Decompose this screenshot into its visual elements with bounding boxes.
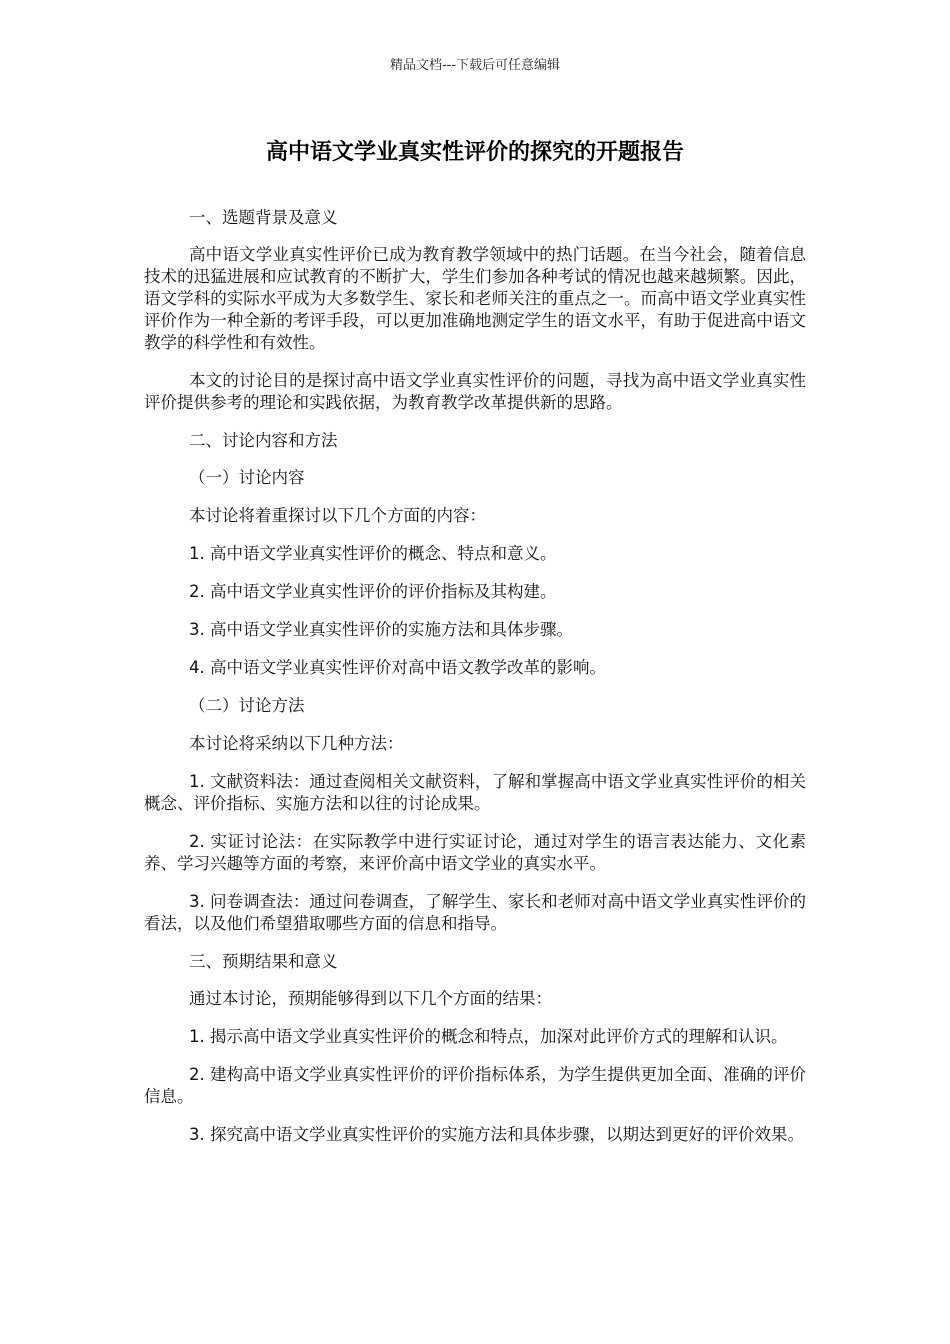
list-item: 3. 高中语文学业真实性评价的实施方法和具体步骤。 [189, 620, 573, 639]
list-item: 2. 实证讨论法：在实际教学中进行实证讨论，通过对学生的语言表达能力、文化素养、学习兴趣等方面的考察，来评价高中语文学业的真实水平。 [144, 832, 806, 873]
paragraph-methods-intro: 本讨论将采纳以下几种方法： [189, 734, 404, 753]
list-item: 2. 建构高中语文学业真实性评价的评价指标体系，为学生提供更加全面、准确的评价信息。 [144, 1065, 806, 1106]
paragraph-content-intro: 本讨论将着重探讨以下几个方面的内容： [189, 506, 486, 525]
paragraph-purpose: 本文的讨论目的是探讨高中语文学业真实性评价的问题，寻找为高中语文学业真实性评价提供参考的理论和实践依据，为教育教学改革提供新的思路。 [144, 371, 806, 412]
section-heading-background: 一、选题背景及意义 [189, 208, 338, 227]
header-note: 精品文档---下载后可任意编辑 [389, 58, 561, 73]
list-item: 1. 文献资料法：通过查阅相关文献资料，了解和掌握高中语文学业真实性评价的相关概念、评价指标、实施方法和以往的讨论成果。 [144, 772, 806, 813]
document-title: 高中语文学业真实性评价的探究的开题报告 [265, 140, 684, 165]
section-heading-content-methods: 二、讨论内容和方法 [189, 431, 338, 450]
list-item: 3. 问卷调查法：通过问卷调查，了解学生、家长和老师对高中语文学业真实性评价的看法，以及他们希望猎取哪些方面的信息和指导。 [144, 892, 806, 933]
subheading-methods: （二）讨论方法 [189, 696, 305, 715]
list-item: 1. 揭示高中语文学业真实性评价的概念和特点，加深对此评价方式的理解和认识。 [189, 1027, 788, 1046]
subheading-content: （一）讨论内容 [189, 468, 305, 487]
list-item: 4. 高中语文学业真实性评价对高中语文教学改革的影响。 [189, 658, 606, 677]
section-heading-results: 三、预期结果和意义 [189, 952, 338, 971]
document-body [144, 207, 806, 1162]
paragraph-results-intro: 通过本讨论，预期能够得到以下几个方面的结果： [189, 989, 552, 1008]
list-item: 3. 探究高中语文学业真实性评价的实施方法和具体步骤，以期达到更好的评价效果。 [189, 1125, 804, 1144]
paragraph-background: 高中语文学业真实性评价已成为教育教学领域中的热门话题。在当今社会，随着信息技术的迅猛进展和应试教育的不断扩大，学生们参加各种考试的情况也越来越频繁。因此，语文学科的实际水平成为大多数学生、家长和老师关注的重点之一。而高中语文学业真实性评价作为一种全新的考评手段，可以更加准确地测定学生的语文水平，有助于促进高中语文教学的科学性和有效性。 [144, 245, 806, 352]
list-item: 1. 高中语文学业真实性评价的概念、特点和意义。 [189, 544, 557, 563]
list-item: 2. 高中语文学业真实性评价的评价指标及其构建。 [189, 582, 557, 601]
